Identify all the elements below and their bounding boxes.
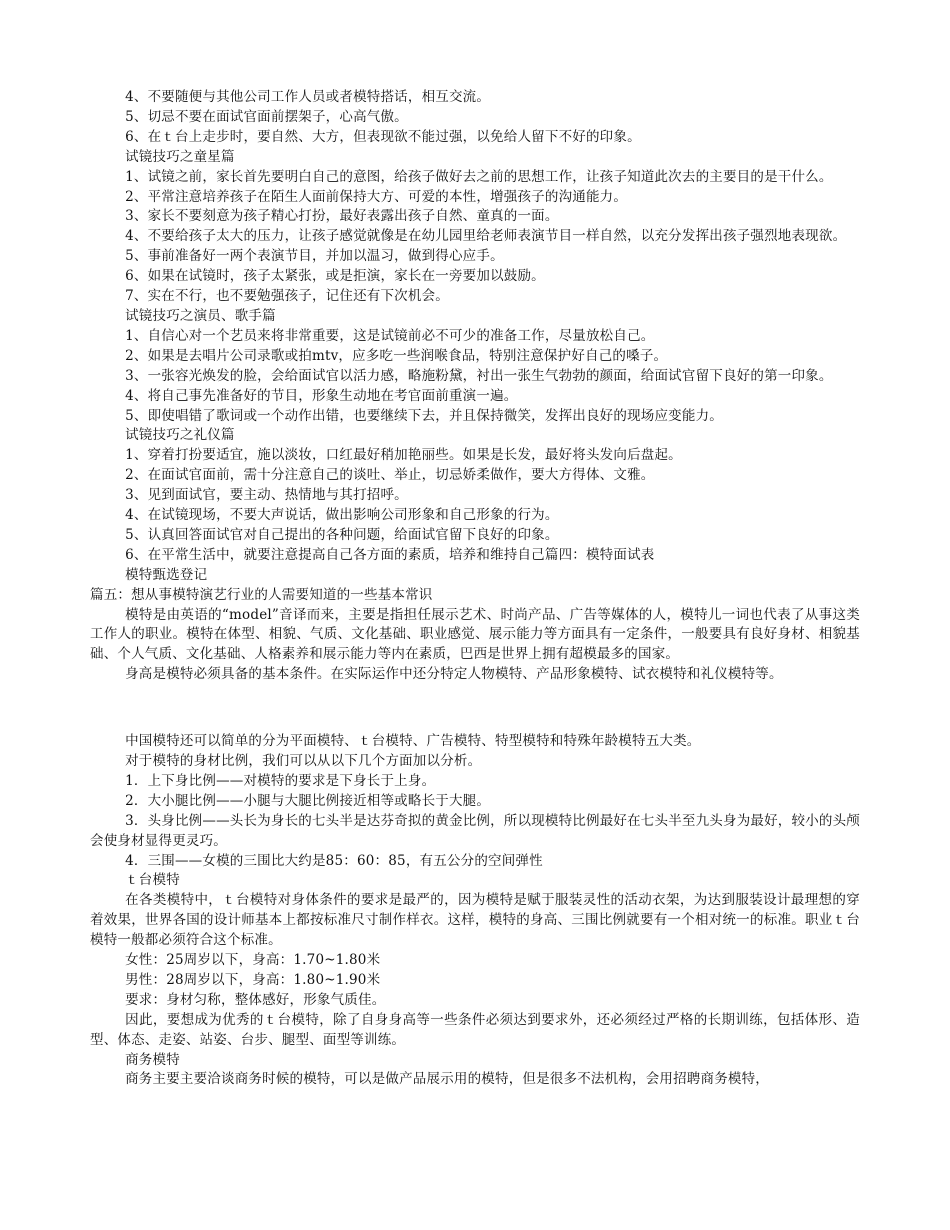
body-paragraph: 身高是模特必须具备的基本条件。在实际运作中还分特定人物模特、产品形象模特、试衣模特和礼仪模特等。 xyxy=(125,666,783,683)
body-paragraph: 模特是由英语的“model”音译而来，主要是指担任展示艺术、时尚产品、广告等媒体的人，模特儿一词也代表了从事这类工作人的职业。模特在体型、相貌、气质、文化基础、职业感觉、展示能力等方面具有一定条件，一般要具有良好身材、相貌基础、个人气质、文化基础、人格素养和展示能力等内在素质，巴西是世界上拥有超模最多的国家。 xyxy=(90,606,860,663)
body-paragraph: 因此，要想成为优秀的ｔ台模特，除了自身身高等一些条件必须达到要求外，还必须经过严格的长期训练，包括体形、造型、体态、走姿、站姿、台步、腿型、面型等训练。 xyxy=(90,1011,860,1048)
section-heading: 试镜技巧之礼仪篇 xyxy=(125,427,235,444)
body-paragraph: 1、穿着打扮要适宜，施以淡妆，口红最好稍加艳丽些。如果是长发，最好将头发向后盘起。 xyxy=(125,447,682,464)
body-paragraph: 商务主要主要洽谈商务时候的模特，可以是做产品展示用的模特，但是很多不法机构，会用招聘商务模特， xyxy=(125,1071,769,1088)
section-heading: 篇五：想从事模特演艺行业的人需要知道的一些基本常识 xyxy=(90,586,433,603)
body-paragraph: 5、事前准备好一两个表演节目，并加以温习，做到得心应手。 xyxy=(125,248,504,265)
body-paragraph: 6、如果在试镜时，孩子太紧张，或是拒演，家长在一旁要加以鼓励。 xyxy=(125,268,545,285)
section-heading: 模特甄选登记 xyxy=(125,566,208,583)
body-paragraph: 3、一张容光焕发的脸，会给面试官以活力感，略施粉黛，衬出一张生气勃勃的颜面，给面试官留下良好的第一印象。 xyxy=(125,367,833,384)
body-paragraph: 女性：25周岁以下，身高：1.70~1.80米 xyxy=(125,952,381,969)
body-paragraph: 男性：28周岁以下，身高：1.80~1.90米 xyxy=(125,971,381,988)
body-paragraph: 7、实在不行，也不要勉强孩子，记住还有下次机会。 xyxy=(125,288,449,305)
section-heading: ｔ台模特 xyxy=(125,872,180,889)
body-paragraph: 3、家长不要刻意为孩子精心打扮，最好表露出孩子自然、童真的一面。 xyxy=(125,208,559,225)
body-paragraph: 2、平常注意培养孩子在陌生人面前保持大方、可爱的本性，增强孩子的沟通能力。 xyxy=(125,188,628,205)
body-paragraph: 4、将自己事先准备好的节目，形象生动地在考官面前重演一遍。 xyxy=(125,387,518,404)
body-paragraph: 5、认真回答面试官对自己提出的各种问题，给面试官留下良好的印象。 xyxy=(125,526,559,543)
body-paragraph: 对于模特的身材比例，我们可以从以下几个方面加以分析。 xyxy=(125,752,482,769)
body-paragraph: 3、见到面试官，要主动、热情地与其打招呼。 xyxy=(125,487,408,504)
body-paragraph: 在各类模特中，ｔ台模特对身体条件的要求是最严的，因为模特是赋于服装灵性的活动衣架，为达到服装设计最理想的穿着效果，世界各国的设计师基本上都按标准尺寸制作样衣。这样，模特的身高、三围比例就要有一个相对统一的标准。职业ｔ台模特一般都必须符合这个标准。 xyxy=(90,892,860,949)
body-paragraph: 中国模特还可以简单的分为平面模特、ｔ台模特、广告模特、特型模特和特殊年龄模特五大类。 xyxy=(125,733,701,750)
body-paragraph: 5、切忌不要在面试官面前摆架子，心高气傲。 xyxy=(125,108,408,125)
body-paragraph: 3．头身比例——头长为身长的七头半是达芬奇拟的黄金比例，所以现模特比例最好在七头半至九头身为最好，较小的头颅会使身材显得更灵巧。 xyxy=(90,812,860,849)
body-paragraph: 4、在试镜现场，不要大声说话，做出影响公司形象和自己形象的行为。 xyxy=(125,507,559,524)
blank-line xyxy=(90,699,860,719)
section-heading: 商务模特 xyxy=(125,1051,180,1068)
body-paragraph: 4、不要随便与其他公司工作人员或者模特搭话，相互交流。 xyxy=(125,89,491,105)
body-paragraph: 6、在ｔ台上走步时，要自然、大方，但表现欲不能过强，以免给人留下不好的印象。 xyxy=(125,128,641,145)
body-paragraph: 1、试镜之前，家长首先要明白自己的意图，给孩子做好去之前的思想工作，让孩子知道此次去的主要目的是干什么。 xyxy=(125,168,833,185)
document-page xyxy=(90,88,860,1090)
body-paragraph: 5、即使唱错了歌词或一个动作出错，也要继续下去，并且保持微笑，发挥出良好的现场应变能力。 xyxy=(125,407,723,424)
body-paragraph: 6、在平常生活中，就要注意提高自己各方面的素质，培养和维持自己篇四：模特面试表 xyxy=(125,546,655,563)
body-paragraph: 2．大小腿比例——小腿与大腿比例接近相等或略长于大腿。 xyxy=(125,792,491,809)
body-paragraph: 要求：身材匀称，整体感好，形象气质佳。 xyxy=(125,991,386,1008)
body-paragraph: 2、在面试官面前，需十分注意自己的谈吐、举止，切忌娇柔做作，要大方得体、文雅。 xyxy=(125,467,655,484)
body-paragraph: 1．上下身比例——对模特的要求是下身长于上身。 xyxy=(125,772,436,789)
section-heading: 试镜技巧之童星篇 xyxy=(125,148,235,165)
body-paragraph: 1、自信心对一个艺员来将非常重要，这是试镜前必不可少的准备工作，尽量放松自己。 xyxy=(125,327,655,344)
section-heading: 试镜技巧之演员、歌手篇 xyxy=(125,307,276,324)
body-paragraph: 2、如果是去唱片公司录歌或拍mtv，应多吃一些润喉食品，特别注意保护好自己的嗓子。 xyxy=(125,347,668,364)
body-paragraph: 4．三围——女模的三围比大约是85：60：85，有五公分的空间弹性 xyxy=(125,852,543,869)
body-paragraph: 4、不要给孩子太大的压力，让孩子感觉就像是在幼儿园里给老师表演节目一样自然，以充分发挥出孩子强烈地表现欲。 xyxy=(125,228,847,245)
